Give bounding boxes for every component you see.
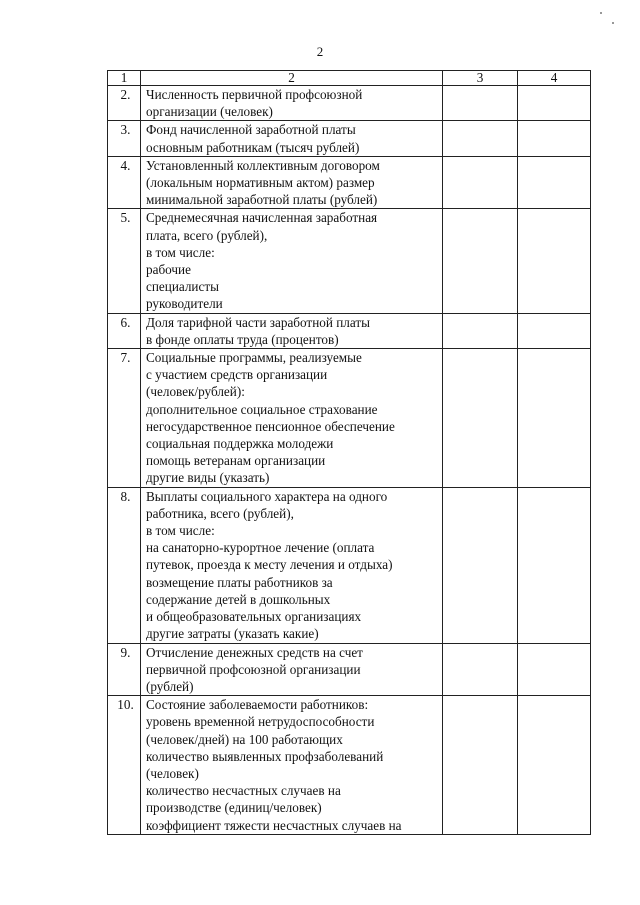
value-cell-col3 [443, 156, 518, 209]
indicator-description [141, 121, 443, 156]
indicator-description [141, 349, 443, 488]
table-row [108, 209, 591, 313]
indicator-line: Установленный коллективным договором [146, 157, 380, 173]
value-cell-col4 [518, 696, 591, 835]
indicator-line: возмещение платы работников за [146, 574, 333, 590]
indicator-line: в том числе: [146, 523, 215, 539]
table-row [108, 487, 591, 643]
value-cell-col3 [443, 209, 518, 313]
indicator-line: другие затраты (указать какие) [146, 626, 319, 642]
value-cell-col3 [443, 86, 518, 121]
table-body [108, 71, 591, 835]
indicator-description [141, 696, 443, 835]
row-number: 7. [108, 349, 141, 488]
indicator-description [141, 487, 443, 643]
indicator-line: основным работникам (тысяч рублей) [146, 139, 360, 155]
indicator-line: Социальные программы, реализуемые [146, 350, 362, 366]
indicator-line: (рублей) [146, 678, 194, 694]
indicator-line: (человек) [146, 765, 199, 781]
header-cell-3: 3 [443, 71, 518, 86]
table-row [108, 156, 591, 209]
indicator-line: Фонд начисленной заработной платы [146, 122, 356, 138]
indicator-description [141, 643, 443, 696]
value-cell-col3 [443, 696, 518, 835]
table-row [108, 643, 591, 696]
indicator-line: количество выявленных профзаболеваний [146, 748, 384, 764]
row-number: 6. [108, 313, 141, 348]
indicator-line: (локальным нормативным актом) размер [146, 175, 375, 191]
value-cell-col4 [518, 313, 591, 348]
indicator-description [141, 209, 443, 313]
value-cell-col3 [443, 121, 518, 156]
value-cell-col4 [518, 209, 591, 313]
table-header-row [108, 71, 591, 86]
indicator-line: Среднемесячная начисленная заработная [146, 210, 378, 226]
indicator-line: Состояние заболеваемости работников: [146, 697, 369, 713]
indicator-line: (человек/рублей): [146, 384, 245, 400]
indicator-line: с участием средств организации [146, 367, 328, 383]
page-number: 2 [316, 44, 324, 59]
indicator-line: плата, всего (рублей), [146, 227, 268, 243]
indicator-line: в том числе: [146, 244, 215, 260]
value-cell-col3 [443, 487, 518, 643]
value-cell-col4 [518, 121, 591, 156]
indicator-line: организации (человек) [146, 104, 273, 120]
indicator-description [141, 86, 443, 121]
header-cell-1: 1 [108, 71, 141, 86]
scan-speck [612, 22, 614, 24]
indicator-line: Численность первичной профсоюзной [146, 87, 363, 102]
indicator-description [141, 313, 443, 348]
indicator-line: руководители [146, 296, 223, 312]
row-number: 3. [108, 121, 141, 156]
indicator-line: уровень временной нетрудоспособности [146, 714, 375, 730]
row-number: 4. [108, 156, 141, 209]
table-row [108, 313, 591, 348]
indicators-table [107, 70, 591, 835]
value-cell-col4 [518, 487, 591, 643]
value-cell-col3 [443, 643, 518, 696]
header-cell-2: 2 [141, 71, 443, 86]
value-cell-col4 [518, 86, 591, 121]
indicator-line: специалисты [146, 279, 219, 295]
indicator-line: (человек/дней) на 100 работающих [146, 731, 343, 747]
indicator-line: социальная поддержка молодежи [146, 436, 334, 452]
indicator-line: первичной профсоюзной организации [146, 661, 361, 677]
value-cell-col4 [518, 349, 591, 488]
indicator-line: и общеобразовательных организациях [146, 609, 362, 625]
indicator-line: помощь ветеранам организации [146, 453, 326, 469]
indicator-line: количество несчастных случаев на [146, 783, 341, 799]
indicator-line: коэффициент тяжести несчастных случаев на [146, 817, 402, 833]
indicator-line: работника, всего (рублей), [146, 505, 294, 521]
indicator-line: путевок, проезда к месту лечения и отдыха) [146, 557, 393, 573]
value-cell-col3 [443, 313, 518, 348]
indicator-description [141, 156, 443, 209]
header-cell-4: 4 [518, 71, 591, 86]
row-number: 2. [108, 86, 141, 121]
indicator-line: минимальной заработной платы (рублей) [146, 192, 378, 208]
indicator-line: Отчисление денежных средств на счет [146, 644, 363, 660]
indicator-line: другие виды (указать) [146, 470, 270, 486]
row-number: 5. [108, 209, 141, 313]
indicator-line: на санаторно-курортное лечение (оплата [146, 540, 375, 556]
value-cell-col3 [443, 349, 518, 488]
table-row [108, 121, 591, 156]
indicator-line: рабочие [146, 262, 191, 278]
row-number: 8. [108, 487, 141, 643]
indicator-line: дополнительное социальное страхование [146, 401, 378, 417]
table-row [108, 349, 591, 488]
table-row [108, 86, 591, 121]
row-number: 10. [108, 696, 141, 835]
indicator-line: Доля тарифной части заработной платы [146, 314, 370, 330]
table-row [108, 696, 591, 835]
row-number: 9. [108, 643, 141, 696]
indicator-line: негосударственное пенсионное обеспечение [146, 418, 395, 434]
indicator-line: содержание детей в дошкольных [146, 591, 331, 607]
value-cell-col4 [518, 156, 591, 209]
scan-speck [600, 12, 602, 14]
indicator-line: Выплаты социального характера на одного [146, 488, 388, 504]
indicator-line: производстве (единиц/человек) [146, 800, 322, 816]
indicator-line: в фонде оплаты труда (процентов) [146, 331, 339, 347]
value-cell-col4 [518, 643, 591, 696]
